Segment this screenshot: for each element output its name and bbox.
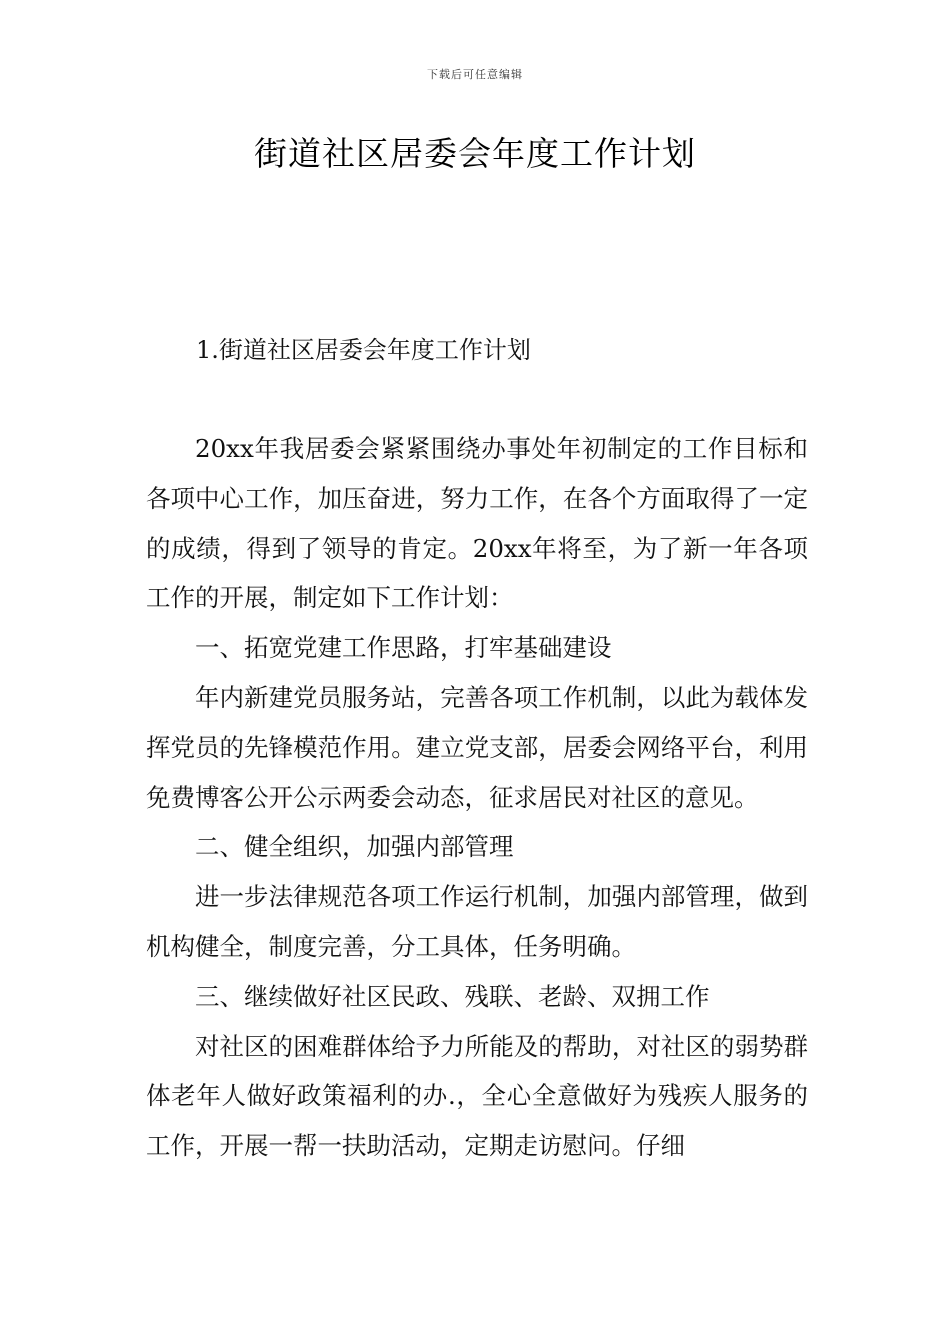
paragraph-intro: 20xx年我居委会紧紧围绕办事处年初制定的工作目标和各项中心工作，加压奋进，努力工作，在各个方面取得了一定的成绩，得到了领导的肯定。20xx年将至，为了新一年各项工作的开展，制定如下工作计划：	[146, 434, 808, 613]
section-heading-3: 三、继续做好社区民政、残联、老龄、双拥工作	[195, 981, 710, 1011]
paragraph-2: 进一步法律规范各项工作运行机制，加强内部管理，做到机构健全，制度完善，分工具体，任务明确。	[146, 882, 808, 961]
section-subheading: 1.街道社区居委会年度工作计划	[196, 336, 531, 364]
section-heading-1: 一、拓宽党建工作思路，打牢基础建设	[195, 633, 612, 663]
document-body	[146, 424, 808, 1171]
header-note: 下载后可任意编辑	[427, 68, 523, 81]
document-title: 街道社区居委会年度工作计划	[254, 134, 696, 173]
paragraph-1: 年内新建党员服务站，完善各项工作机制，以此为载体发挥党员的先锋模范作用。建立党支部，居委会网络平台，利用免费博客公开公示两委会动态，征求居民对社区的意见。	[146, 682, 808, 812]
paragraph-3: 对社区的困难群体给予力所能及的帮助，对社区的弱势群体老年人做好政策福利的办.，全心全意做好为残疾人服务的工作，开展一帮一扶助活动，定期走访慰问。仔细	[146, 1031, 808, 1161]
section-heading-2: 二、健全组织，加强内部管理	[195, 832, 514, 862]
